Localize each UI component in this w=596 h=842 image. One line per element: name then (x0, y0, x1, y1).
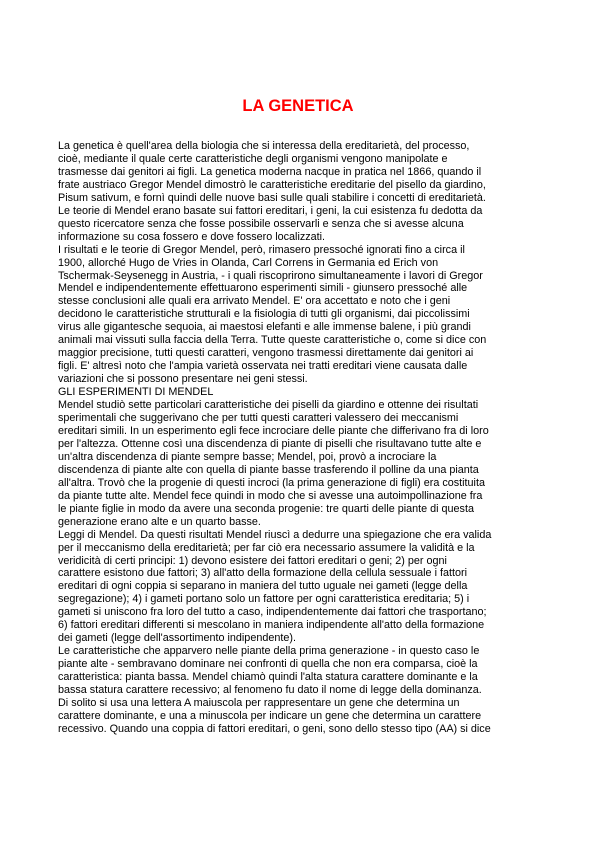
body-line: animali mai vissuti sulla faccia della Terra. Tutte queste caratteristiche o, come si dice con (58, 334, 487, 347)
body-line: GLI ESPERIMENTI DI MENDEL (58, 386, 214, 399)
body-line: 1900, allorché Hugo de Vries in Olanda, Carl Correns in Germania ed Erich von (58, 256, 439, 269)
body-line: carattere dominante, e una a minuscola per indicare un gene che determina un carattere (58, 709, 482, 722)
body-line: le piante figlie in modo da avere una seconda progenie: tre quarti delle piante di questa (58, 502, 474, 515)
document-title: LA GENETICA (242, 97, 354, 115)
body-line: recessivo. Quando una coppia di fattori ereditari, o geni, sono dello stesso tipo (AA) si dice (58, 722, 491, 735)
body-line: Leggi di Mendel. Da questi risultati Mendel riuscì a dedurre una spiegazione che era valida (58, 528, 492, 541)
body-line: 6) fattori ereditari differenti si mescolano in maniera indipendente all'atto della formazione (58, 619, 485, 632)
body-line: Le teorie di Mendel erano basate sui fattori ereditari, i geni, la cui esistenza fu dedotta da (58, 204, 483, 217)
body-line: Le caratteristiche che apparvero nelle piante della prima generazione - in questo caso le (58, 645, 480, 658)
body-line: da piante tutte alte. Mendel fece quindi in modo che si avesse una autoimpollinazione fra (58, 489, 483, 502)
body-line: virus alle gigantesche sequoia, ai maestosi elefanti e alle immense balene, i più grandi (58, 321, 471, 334)
body-line: Tschermak-Seysenegg in Austria, - i quali riscoprirono simultaneamente i lavori di Gregor (58, 269, 483, 282)
body-line: La genetica è quell'area della biologia che si interessa della ereditarietà, del processo, (58, 140, 470, 152)
body-line: figli. E' altresì noto che l'ampia varietà osservata nei tratti ereditari viene causata dalle (58, 360, 468, 373)
body-line: trasmesse dai genitori ai figli. La genetica moderna nacque in pratica nel 1866, quando il (58, 165, 482, 178)
body-line: frate austriaco Gregor Mendel dimostrò le caratteristiche ereditarie del pisello da giardino, (58, 178, 486, 191)
body-line: ereditari simili. In un esperimento egli fece incrociare delle piante che differivano fra di loro (58, 424, 489, 437)
body-line: all'altra. Trovò che la progenie di questi incroci (la prima generazione di figli) era costituita (58, 476, 485, 489)
body-line: piante alte - sembravano dominare nei confronti di quella che non era comparsa, cioè la (58, 658, 478, 671)
document-body (58, 140, 544, 736)
body-line: stesse conclusioni alle quali era arrivato Mendel. E' ora accettato e noto che i geni (58, 295, 451, 308)
body-line: I risultati e le teorie di Gregor Mendel, però, rimasero pressoché ignorati fino a circa il (58, 243, 465, 256)
body-line: dei gameti (legge dell'assortimento indipendente). (58, 632, 296, 645)
body-line: un'altra discendenza di piante sempre basse; Mendel, poi, provò a incrociare la (58, 450, 437, 463)
body-line: cioè, mediante il quale certe caratteristiche degli organismi vengono manipolate e (58, 152, 448, 165)
body-line: sperimentali che suggerivano che per tutti questi caratteri valessero dei meccanismi (58, 412, 459, 425)
body-line: segregazione); 4) i gameti portano solo un fattore per ogni caratteristica ereditaria; 5) i (58, 593, 470, 606)
body-line: carattere esistono due fattori; 3) all'atto della formazione della cellula sessuale i fattori (58, 567, 467, 580)
body-line: ereditari di ogni coppia si separano in maniera del tutto uguale nei gameti (legge della (58, 580, 468, 593)
body-line: informazione su cosa fossero e dove fossero localizzati. (58, 230, 326, 243)
body-line: Mendel studiò sette particolari caratteristiche dei piselli da giardino e ottenne dei risultati (58, 399, 479, 412)
body-line: Pisum sativum, e fornì quindi delle nuove basi sulle quali stabilire i concetti di ereditarietà. (58, 191, 486, 204)
body-line: Di solito si usa una lettera A maiuscola per rappresentare un gene che determina un (58, 696, 460, 709)
body-line: per l'altezza. Ottenne così una discendenza di piante di piselli che risultavano tutte alte e (58, 437, 482, 450)
body-line: per il meccanismo della ereditarietà; per far ciò era necessario assumere la validità e la (58, 541, 475, 554)
body-line: bassa statura carattere recessivo; al fenomeno fu dato il nome di legge della dominanza. (58, 684, 482, 697)
body-line: variazioni che si possono presentare nei geni stessi. (58, 373, 308, 386)
body-line: Mendel e indipendentemente effettuarono esperimenti simili - giunsero pressoché alle (58, 282, 468, 295)
body-line: gameti si uniscono fra loro del tutto a caso, indipendentemente dai fattori che trasportano; (58, 606, 487, 619)
body-line: generazione erano alte e un quarto basse. (58, 515, 261, 528)
body-line: decidono le caratteristiche strutturali e la fisiologia di tutti gli organismi, dai piccolissimi (58, 308, 470, 321)
body-line: maggior precisione, tutti questi caratteri, vengono trasmessi direttamente dai genitori ai (58, 347, 474, 360)
body-line: questo ricercatore senza che fosse possibile osservarli e senza che si avesse alcuna (58, 217, 464, 230)
body-line: veridicità di certi principi: 1) devono esistere dei fattori ereditari o geni; 2) per ogni (58, 554, 447, 567)
body-line: caratteristica: pianta bassa. Mendel chiamò quindi l'alta statura carattere dominante e la (58, 671, 478, 684)
body-line: discendenza di piante alte con quella di piante basse trasferendo il polline da una pianta (58, 463, 479, 476)
